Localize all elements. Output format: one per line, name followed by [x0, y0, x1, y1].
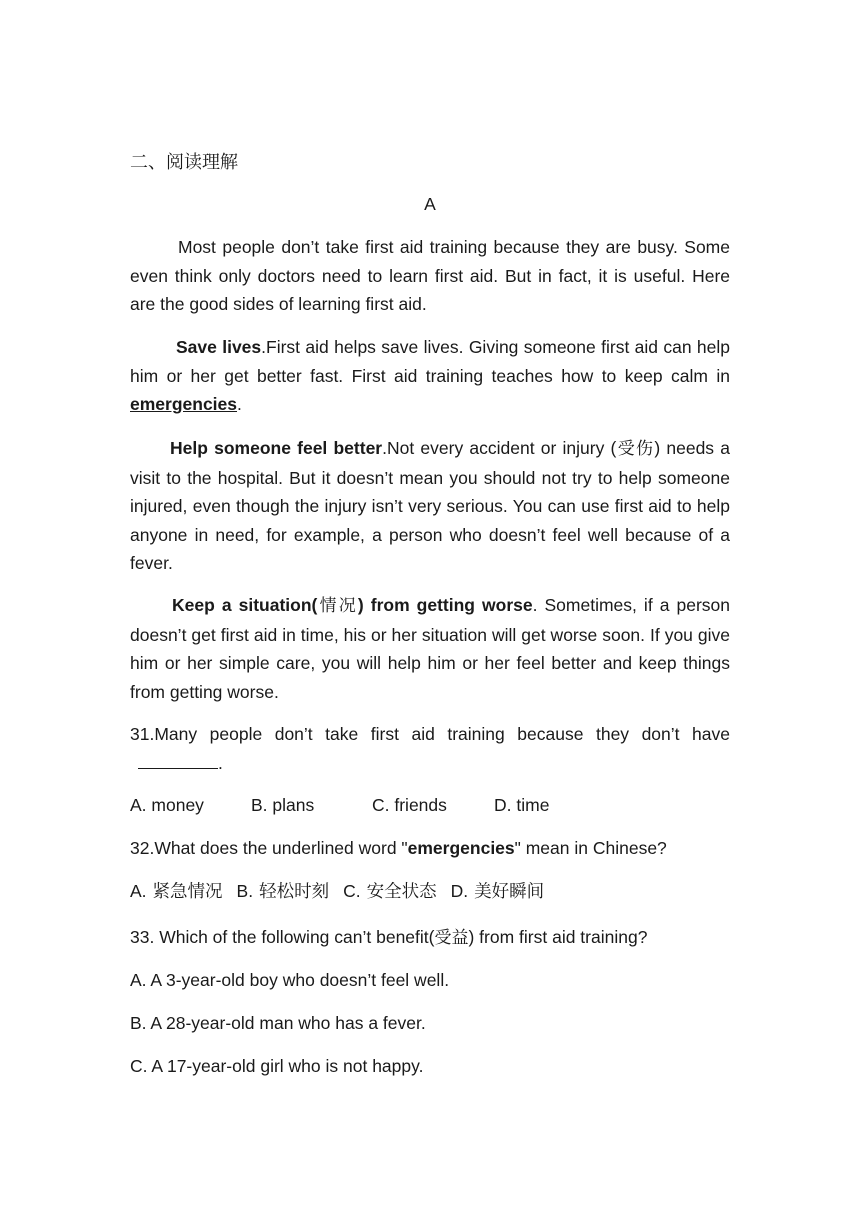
paragraph-situation [130, 591, 730, 706]
section-title: 二、阅读理解 [130, 152, 238, 173]
option-a: A. 紧急情况 [130, 881, 223, 902]
chinese-gloss: 情况 [317, 596, 358, 616]
answer-blank [138, 752, 218, 769]
intro-paragraph [130, 233, 730, 319]
option-b: B. A 28-year-old man who has a fever. [130, 1013, 426, 1033]
heading-part: Keep a situation( [172, 595, 318, 615]
passage-label: A [424, 194, 436, 214]
paragraph-heading [172, 595, 533, 615]
question-stem: 33. Which of the following can’t benefit( [130, 927, 435, 947]
paragraph-text: .First aid helps save lives. Giving someone first aid can help him or her get better fast. First aid training teaches how to keep calm in [130, 337, 731, 386]
option-c: C. A 17-year-old girl who is not happy. [130, 1056, 424, 1076]
option-b: B. plans [251, 795, 315, 815]
paragraph-feel-better [130, 434, 730, 578]
paragraph-text: .Not every accident or injury ( [382, 438, 617, 458]
question-stem: 32.What does the underlined word " [130, 838, 408, 858]
chinese-gloss: 受伤 [616, 439, 655, 459]
option-d: D. 美好瞬间 [450, 881, 545, 902]
paragraph-text-end: . [237, 394, 242, 414]
question-33 [130, 923, 750, 953]
option-c: C. 安全状态 [343, 881, 437, 902]
paragraph-save-lives [130, 333, 730, 419]
question-32 [130, 834, 750, 863]
option-a: A. money [130, 795, 204, 815]
question-32-options [130, 877, 750, 907]
question-stem: 31.Many people don’t take first aid training because they don’t have [130, 724, 730, 744]
paragraph-text: ) needs a visit to the hospital. But it doesn’t mean you should not try to help someone injured, even though the injury isn’t very serious. You can use first aid to help anyone in need, for example, a person who doesn’t feel well because of a fever. [130, 438, 730, 573]
question-stem-end: ) from first aid training? [468, 927, 648, 947]
heading-part: ) from getting worse [357, 595, 533, 615]
question-keyword: emergencies [407, 838, 515, 858]
underlined-word: emergencies [130, 394, 238, 414]
paragraph-heading: Save lives [176, 337, 262, 357]
option-c: C. friends [372, 795, 447, 815]
intro-text: Most people don’t take first aid training because they are busy. Some even think only doctors need to learn first aid. But in fact, it is useful. Here are the good sides of learning first aid. [130, 237, 730, 314]
paragraph-heading: Help someone feel better [170, 438, 383, 458]
chinese-gloss: 受益 [434, 928, 469, 948]
question-31-options [130, 791, 750, 820]
option-d: D. time [494, 795, 550, 815]
question-end: . [218, 752, 223, 773]
question-stem-end: " mean in Chinese? [514, 838, 667, 858]
question-31 [130, 720, 730, 777]
paragraph-text: . Sometimes, if a person doesn’t get first aid in time, his or her situation will get worse soon. If you give him or her simple care, you will help him or her feel better and keep things from getting worse. [130, 595, 730, 702]
option-a: A. A 3-year-old boy who doesn’t feel well. [130, 970, 450, 990]
option-b: B. 轻松时刻 [236, 881, 330, 902]
